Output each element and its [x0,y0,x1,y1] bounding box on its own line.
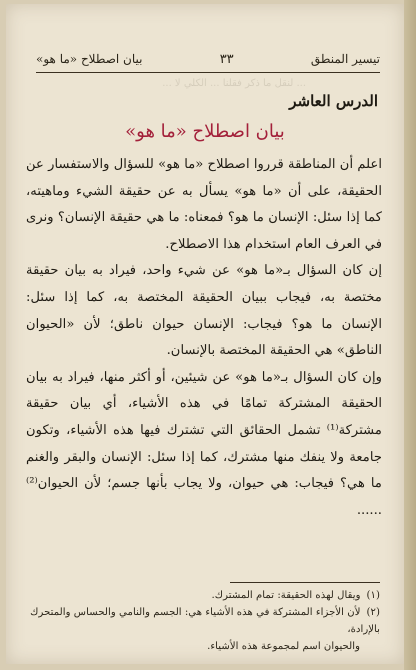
ellipsis: ...... [356,502,382,518]
header-section-title: بيان اصطلاح «ما هو» [36,52,143,66]
footnote-1-text: ويقال لهذه الحقيقة: تمام المشترك. [211,590,361,601]
footnote-rule [230,582,380,583]
paragraph-2: إن كان السؤال بـ«ما هو» عن شيء واحد، فيراد به بيان حقيقة مختصة به، فيجاب ببيان الحقيقة المختصة به، كما إذا سئل: الإنسان ما هو؟ فيجاب: الإنسان حيوان ناطق؛ لأن «الحيوان الناطق» هي الحقيقة المختصة بالإنسان. [26,263,382,359]
page-number: ٣٣ [219,51,234,67]
running-header [36,48,380,70]
footnotes [28,587,380,655]
book-page [6,4,404,664]
footnote-2 [28,604,380,638]
footnote-2-continued: والحيوان اسم لمجموعة هذه الأشياء. [207,641,360,652]
footnote-2-number: (٢) [366,607,380,618]
bleed-through-text: ... لنقل ما ذكر فقلنا ... الكلي لا ... [162,78,306,89]
footnote-1-number: (١) [366,590,380,601]
lesson-title: الدرس العاشر [289,92,378,110]
footnote-1 [28,587,380,604]
footnote-2-text: لأن الأجزاء المشتركة في هذه الأشياء هي: الجسم والنامي والحساس والمتحرك بالإرادة، [30,607,380,635]
body-text [26,152,382,524]
paragraph-3-text: وإن كان السؤال بـ«ما هو» عن شيئين، أو أكثر منها، فيراد به بيان الحقيقة المشتركة تمامًا في هذه الأشياء، أي بيان حقيقة مشتركة⁽¹⁾ تشمل الحقائق التي تشترك فيها هذه الأشياء، وتكون جامعة ولا ينفك منها مشترك، كما إذا سئل: الإنسان والبقر والغنم ما هي؟ فيجاب: هي حيوان، ولا يجاب بأنها جسم؛ لأن الحيوان⁽²⁾ [26,369,382,492]
section-title: بيان اصطلاح «ما هو» [125,121,285,142]
paragraph-1: اعلم أن المناطقة قرروا اصطلاح «ما هو» للسؤال والاستفسار عن الحقيقة، على أن «ما هو» يسأل به عن حقيقة الشيء وماهيته، كما إذا سئل: الإنسان ما هو؟ فمعناه: ما هي حقيقة الإنسان؟ ونرى في العرف العام استخدام هذا الاصطلاح. [26,157,382,252]
page-edge [404,0,416,670]
header-rule [36,72,380,73]
header-book-title: تيسير المنطق [310,52,380,66]
paragraph-3 [26,365,382,525]
